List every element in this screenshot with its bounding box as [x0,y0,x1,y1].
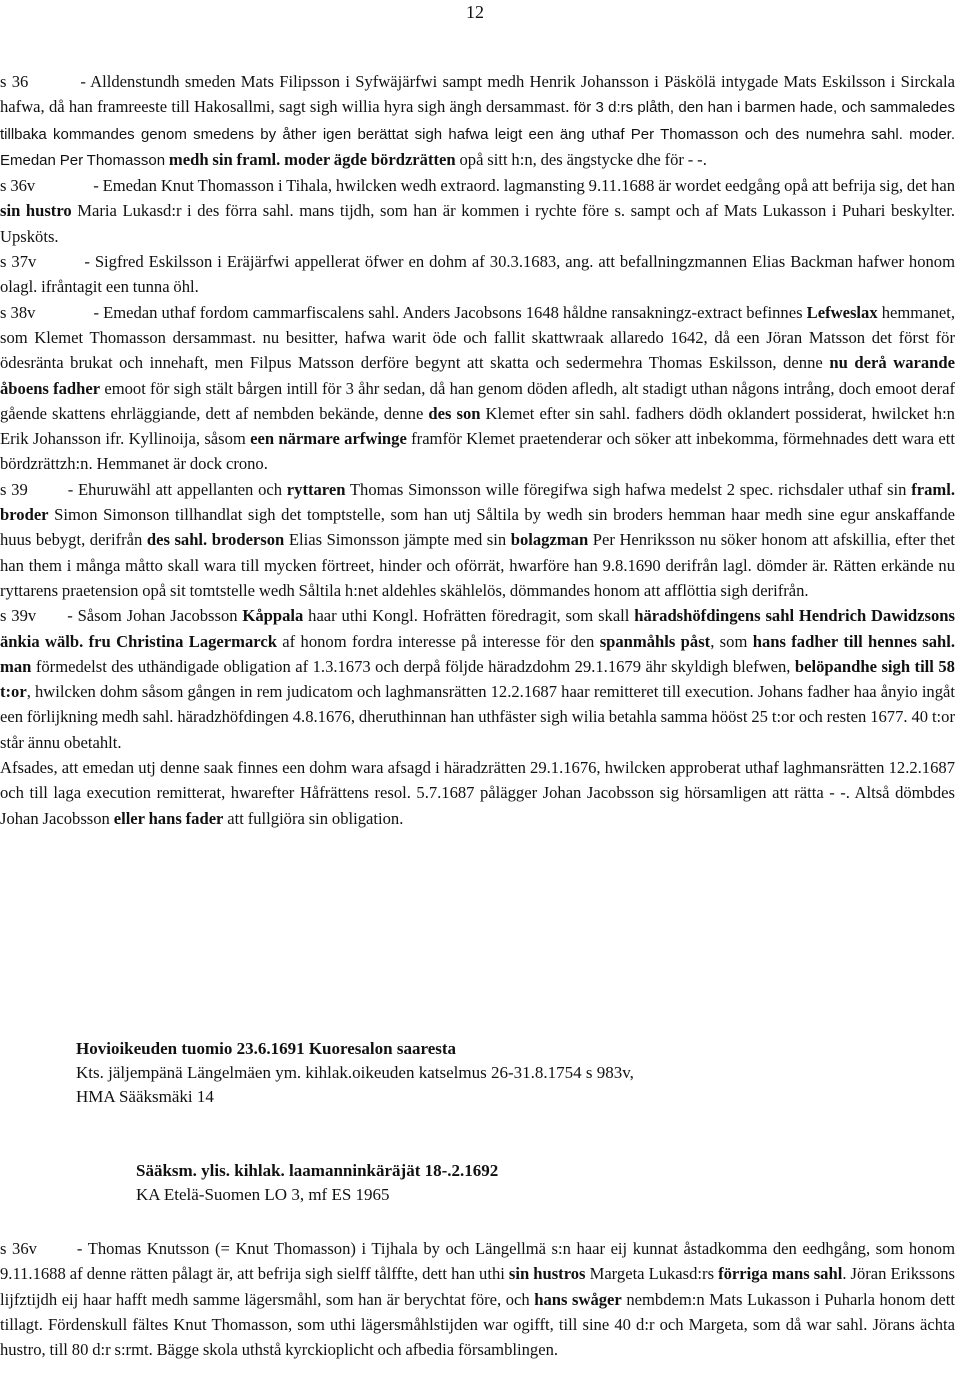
p4-bold-4: een närmare arfwinge [250,429,407,449]
paragraph-s36 [0,69,955,173]
p6-text-6: , hwilcken dohm såsom gången in rem judicatom och laghmansrätten 12.2.1687 haar remitteret till execution. Johans fadher haa ånyio ingåt een förlijkning medh sahl. häradzhöfdingen 4.8.1676, dheruthinnan han uthfäster sigh wilia betahla samma hööst 25 t:or och resten 1677. 40 t:or står ännu obetahlt. [0,682,955,752]
p1-text-3: Emedan Per Thomasson [0,151,166,169]
page-number: 12 [466,2,484,22]
p4-text-3: emoot för sigh stält bårgen intill för 3 åhr sedan, då han genom döden afledh, alt stadigt uthan någons intrång, doch emoot deraf gående skattens ehrläggiande, dett af nembden bekände, denne [0,378,955,423]
p5-bold-3: des sahl. broderson [146,530,285,550]
section-laamanninkarajat [136,1159,498,1207]
p1-bold: medh sin framl. moder ägde bördzrätten [168,149,456,169]
p6-bold-2: häradshöfdingens sahl Hendrich Dawidzsons änkia wälb. fru Christina Lagermarck [0,606,955,651]
ref-s37v: s 37v [0,252,37,272]
p2-text-2: Maria Lukasd:r i des förra sahl. mans tijdh, som han är kommen i rychte före s. sampt och af Mats Lukasson i Puhari beskylter. Upsköts. [0,201,955,246]
final-text-1: - Thomas Knutsson (= Knut Thomasson) i Tijhala by och Längellmä s:n haar eij kunnat åstadkomma den eedhgång, som honom 9.11.1688 af denne rätten pålagt är, att befrija sigh sielff tålffte, dett han uthi [0,1239,956,1284]
paragraph-s36v [0,173,955,249]
ref-s38v: s 38v [0,302,36,322]
p4-text-2: hemmanet, som Klemet Thomasson dersammast. nu besitter, hafwa warit öde och fallit skattwraak allaredo 1642, då een Jöran Matsson det först för ödesränta brukat och innehaft, men Filpus Matsson derföre begynt att skatta och sedermehra Thomas Eskilsson, denne [0,302,955,373]
p6-text-3: af honom fordra interesse på interesse för den [282,631,595,651]
ref-final-s36v: s 36v [0,1239,37,1258]
p6-bold-5: belöpandhe sigh till 58 t:or [0,656,955,702]
p7-bold: eller hans fader [113,808,224,828]
p3-text-1: - Sigfred Eskilsson i Eräjärfwi appellerat öfwer en dohm af 30.3.1683, ang. att befallningzmannen Elias Backman hafwer honom olagl. ifråntagit een tunna öhl. [0,252,955,297]
p6-bold-4: hans fadher till hennes sahl. man [0,631,956,676]
paragraph-afsades [0,755,955,831]
p1-text-1: - Alldenstundh smeden Mats Filipsson i Syfwäjärfwi sampt medh Henrik Johansson i Päskölä intygade Mats Eskilsson i Sirckala hafwa, då han framreeste till Hakosallmi, sagt sigh willia hyra sigh ängh dersammast. [0,72,955,117]
p7-text-2: att fullgiöra sin obligation. [227,808,404,828]
p6-text-2: haar uthi Kongl. Hofrätten föredragit, som skall [308,606,630,626]
final-paragraph-block [0,1236,955,1362]
p5-text-2: Thomas Simonsson wille föregifwa sigh hafwa medelst 2 spec. richsdaler uthaf sin [349,479,907,499]
ref-s36: s 36 [0,72,29,91]
section-laamanninkarajat-heading: Sääksm. ylis. kihlak. laamanninkäräjät 18-.2.1692 [136,1161,499,1180]
p6-bold-1: Kåppala [242,606,304,626]
p4-text-1: - Emedan uthaf fordom cammarfiscalens sahl. Anders Jacobsons 1648 håldne ransakningz-extract befinnes [93,302,803,322]
p7-text-1: Afsades, att emedan utj denne saak finnes een dohm wara afsagd i häradzrätten 29.1.1676, hwilcken approberat uthaf laghmansrätten 12.2.1687 och till laga execution remitterat, hwarefter Håfrättens resol. 5.7.1687 pålägger Johan Jacobsson sig hörsamligen att rätta - -. Altså dömbdes Johan Jacobsson [0,758,955,828]
p2-bold: sin hustro [0,201,72,221]
p6-text-1: - Såsom Johan Jacobsson [67,606,238,626]
p4-text-5: framför Klemet praetenderar och söker att inbekomma, förmehnades dett wara ett bördzrättzh:n. Hemmanet är dock crono. [0,429,955,474]
final-bold-1: sin hustros [508,1264,586,1284]
section-hovioikeus-line-2: Kts. jäljempänä Längelmäen ym. kihlak.oikeuden katselmus 26-31.8.1754 s 983v, [76,1063,634,1082]
p5-text-3: Simon Simonson tillhandlat sigh det tomptstelle, som han utj Såltila by wedh sin broders hemman haar medh sine egur anskaffande huus bebygt, derifrån [0,505,955,550]
paragraph-s39 [0,477,955,603]
p4-bold-3: des son [428,403,481,423]
section-hovioikeus [76,1037,634,1109]
paragraph-final-s36v [0,1236,955,1362]
section-laamanninkarajat-line-2: KA Etelä-Suomen LO 3, mf ES 1965 [136,1185,390,1204]
final-bold-3: hans swåger [534,1289,622,1309]
p5-text-4: Elias Simonsson jämpte med sin [288,530,507,550]
p5-bold-2: framl. broder [0,479,955,525]
final-text-3: . Jöran Erikssons lijfztijdh eij haar hafft medh samme lägersmåhl, som han är berychtat före, och [0,1264,956,1309]
p5-bold-4: bolagzman [510,530,589,550]
final-bold-2: förriga mans sahl [718,1264,843,1284]
ref-s36v: s 36v [0,176,36,196]
final-text-2: Margeta Lukasd:rs [589,1264,715,1284]
ref-s39v: s 39v [0,606,37,626]
p6-text-4: , som [710,631,748,651]
p4-bold-2: nu derå warande åboens fadher [0,353,955,398]
p5-text-1: - Ehuruwähl att appellanten och [67,479,283,499]
p6-text-5: förmedelst des uthändigade obligation af 1.3.1673 och derpå följde häradzdohm 29.1.1679 ähr skyldigh blefwen, [35,656,791,676]
paragraph-s39v [0,603,955,755]
p6-bold-3: spanmåhls påst [599,631,711,651]
section-hovioikeus-heading: Hovioikeuden tuomio 23.6.1691 Kuoresalon saaresta [76,1039,457,1058]
p2-text-1: - Emedan Knut Thomasson i Tihala, hwilcken wedh extraord. lagmansting 9.11.1688 är wordet eedgång opå att befrija sig, det han [93,176,955,196]
p5-text-5: Per Henriksson nu söker honom att afskillia, efter thet han them i många måtto skall wara till mycken förtreet, hinder och oförrät, hwarföre han 9.8.1690 derifrån lagl. dömder är. Rätten erkände nu ryttarens praetension opå sit tomtstelle wedh Såltila h:net aldehles skählelös, dömmandes honom att afflöttia sigh derifrån. [0,530,955,600]
p1-text-4: opå sitt h:n, des ängstycke dhe för - -. [459,149,707,169]
final-text-4: nembdem:n Mats Lukasson i Puharla honom dett tillagt. Fördenskull fältes Knut Thomasson, som uthi lägersmåhlstijden war ogifft, till sine 40 d:r och Margeta, som då war sahl. Jörans ächta hustro, till 80 d:r s:rmt. Bägge skola uthstå kyrckioplicht och afbedia församblingen. [0,1289,955,1360]
paragraph-s38v [0,300,955,477]
p4-bold-1: Lefweslax [806,302,878,322]
p4-text-4: Klemet efter sin sahl. fadhers dödh oklandert possiderat, hwilcket h:n Erik Johansson ifr. Kyllinoija, såsom [0,403,955,449]
document-body [0,69,955,831]
paragraph-s37v [0,249,955,300]
p5-bold-1: ryttaren [286,479,346,499]
section-hovioikeus-line-3: HMA Sääksmäki 14 [76,1087,214,1106]
p1-text-2: för 3 d:rs plåth, den han i barmen hade, och sammaledes tillbaka kommandes genom smedens by åther igen berättat sigh hafwa leigt een äng uthaf Per Thomasson och des numehra sahl. moder. [0,99,955,143]
ref-s39: s 39 [0,479,28,499]
